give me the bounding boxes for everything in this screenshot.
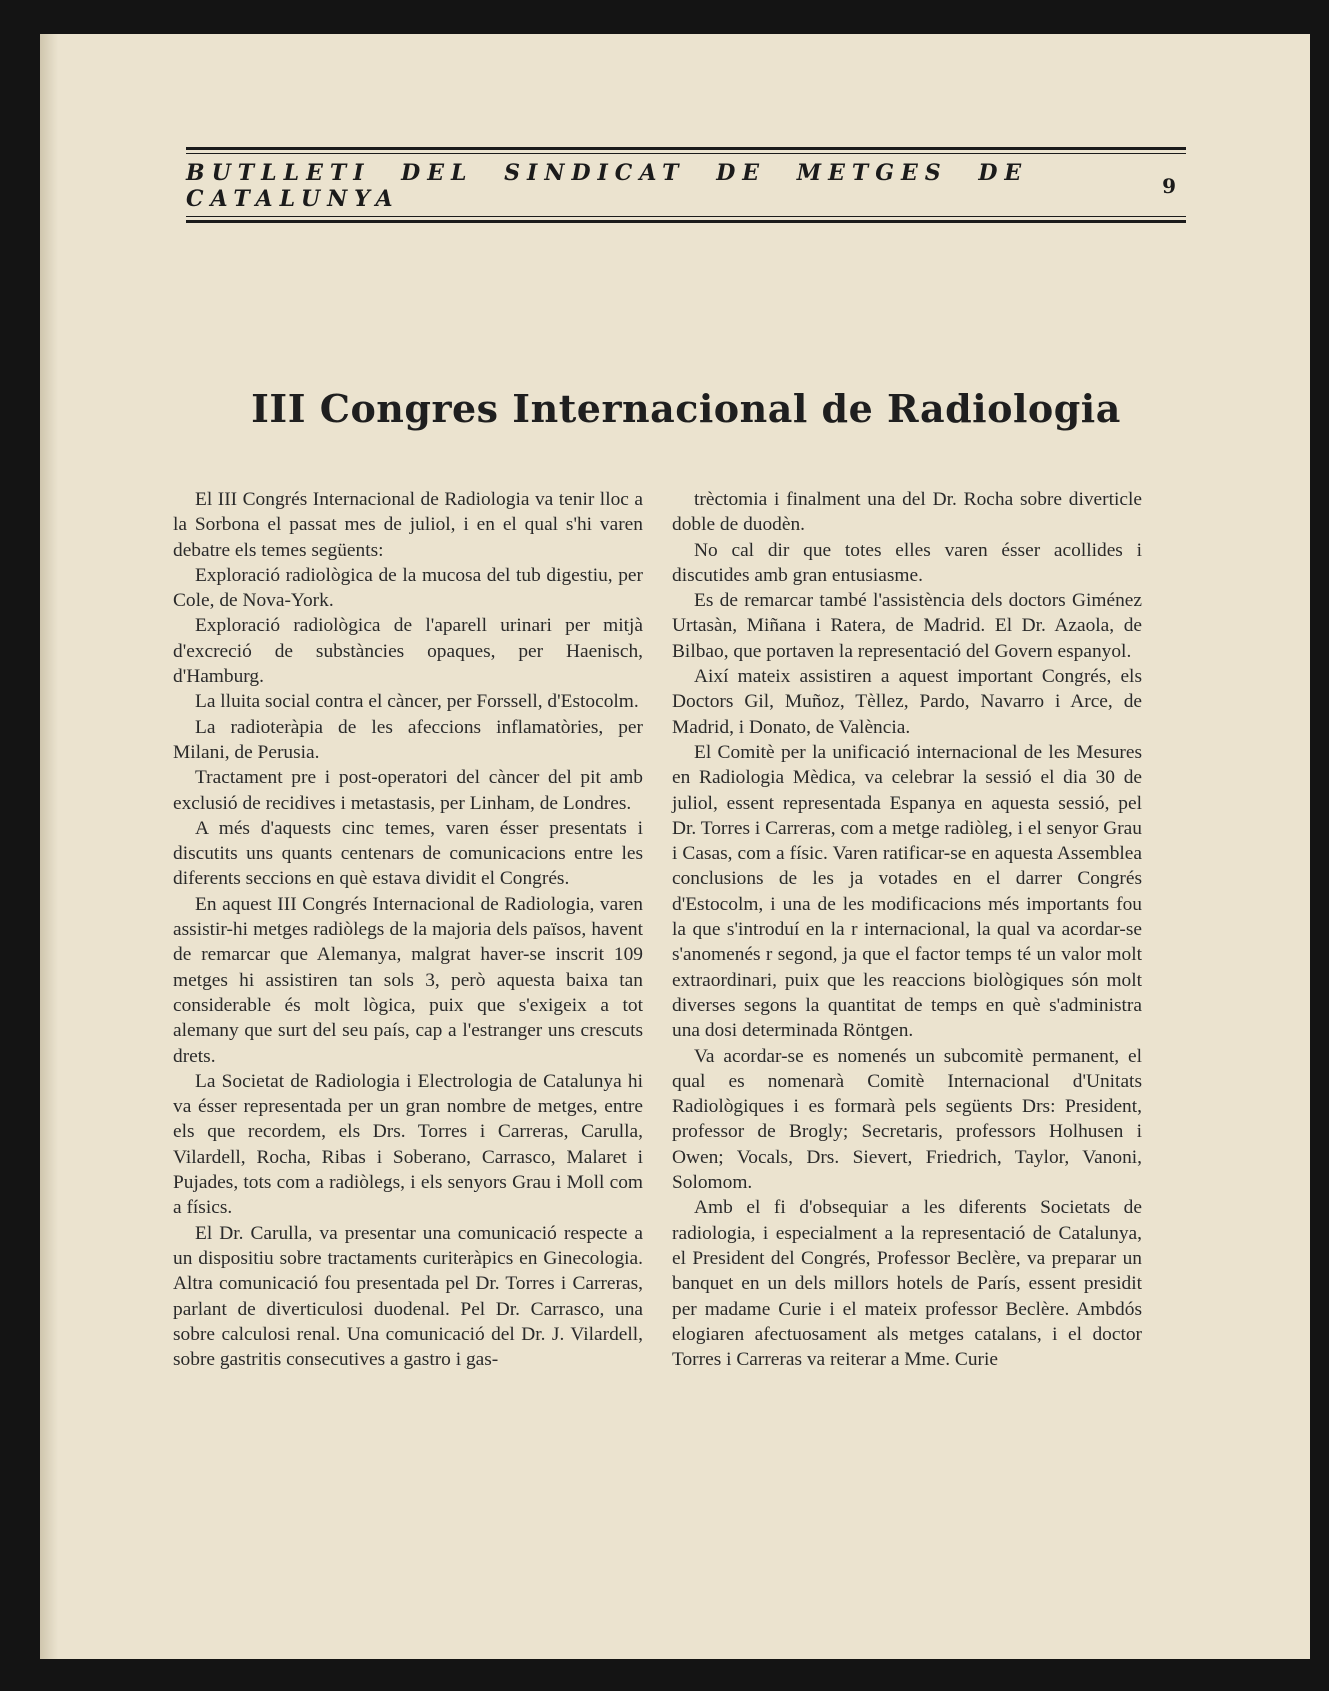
header-bottom-rule-thin [186, 216, 1186, 217]
paragraph: trèctomia i finalment una del Dr. Rocha sobre diverticle doble de duodèn. [672, 489, 1142, 536]
paragraph: El III Congrés Internacional de Radiologia va tenir lloc a la Sorbona el passat mes de juliol, i en el qual s'hi varen debatre els temes següents: [173, 489, 643, 561]
left-column [173, 487, 643, 1372]
paragraph: El Dr. Carulla, va presentar una comunicació respecte a un dispositiu sobre tractaments curiteràpics en Ginecologia. Altra comunicació fou presentada pel Dr. Torres i Carreras, parlant de diverticulosi duodenal. Pel Dr. Carrasco, una sobre calculosi renal. Una comunicació del Dr. J. Vilardell, sobre gastritis consecutives a gastro i gas- [173, 1222, 643, 1371]
paragraph: Tractament pre i post-operatori del càncer del pit amb exclusió de recidives i metastasis, per Linham, de Londres. [173, 767, 643, 814]
right-column [672, 487, 1142, 1372]
paragraph: La lluita social contra el càncer, per Forssell, d'Estocolm. [195, 691, 639, 713]
journal-title: BUTLLETI DEL SINDICAT DE METGES DE CATALUNYA [186, 160, 1029, 212]
paragraph: Així mateix assistiren a aquest important Congrés, els Doctors Gil, Muñoz, Tèllez, Pardo, Navarro i Arce, de Madrid, i Donato, de València. [672, 666, 1142, 738]
running-header [186, 147, 1186, 223]
paragraph: A més d'aquests cinc temes, varen ésser presentats i discutits uns quants centenars de comunicacions entre les diferents seccions en què estava dividit el Congrés. [173, 817, 643, 890]
paragraph: Va acordar-se es nomenés un subcomitè permanent, el qual es nomenarà Comitè Internacional d'Unitats Radiològiques i es formarà pels següents Drs: President, professor de Brogly; Secretaris, professors Holhusen i Owen; Vocals, Drs. Sievert, Friedrich, Taylor, Vanoni, Solomom. [672, 1045, 1142, 1194]
paragraph: El Comitè per la unificació internacional de les Mesures en Radiologia Mèdica, va celebrar la sessió el dia 30 de juliol, essent representada Espanya en aquesta sessió, pel Dr. Torres i Carreras, com a metge radiòleg, i el senyor Grau i Casas, com a físic. Varen ratificar-se en aquesta Assemblea conclusions de les ja votades en el darrer Congrés d'Estocolm, i una de les modificacions més importants fou la que s'introduí en la r internacional, la qual va acordar-se s'anomenés r segond, ja que el factor temps té un valor molt extraordinari, puix que les reaccions biològiques són molt diverses segons la quantitat de temps en què s'administra una dosi determinada Röntgen. [672, 741, 1142, 1042]
header-top-rule [186, 147, 1186, 150]
document-page [40, 34, 1310, 1659]
paragraph: Exploració radiològica de la mucosa del tub digestiu, per Cole, de Nova-York. [173, 564, 643, 612]
header-bottom-rule [186, 220, 1186, 223]
paragraph: En aquest III Congrés Internacional de Radiologia, varen assistir-hi metges radiòlegs de la majoria dels països, havent de remarcar que Alemanya, malgrat haver-se inscrit 109 metges hi assistiren tan sols 3, però aquesta baixa tan considerable és molt lògica, puix que s'exigeix a tot alemany que surt del seu país, cap a l'estranger uns crescuts drets. [173, 893, 643, 1067]
paragraph: No cal dir que totes elles varen ésser acollides i discutides amb gran entusiasme. [672, 539, 1142, 586]
paragraph: Exploració radiològica de l'aparell urinari per mitjà d'excreció de substàncies opaques, per Haenisch, d'Hamburg. [173, 615, 643, 688]
paragraph: Amb el fi d'obsequiar a les diferents Societats de radiologia, i especialment a la representació de Catalunya, el President del Congrés, Professor Beclère, va preparar un banquet en un dels millors hotels de París, essent presidit per madame Curie i el mateix professor Beclère. Ambdós elogiaren afectuosament als metges catalans, i el doctor Torres i Carreras va reiterar a Mme. Curie [672, 1197, 1142, 1371]
paragraph: Es de remarcar també l'assistència dels doctors Giménez Urtasàn, Miñana i Ratera, de Madrid. El Dr. Azaola, de Bilbao, que portaven la representació del Govern espanyol. [672, 590, 1142, 662]
paragraph: La radioteràpia de les afeccions inflamatòries, per Milani, de Perusia. [173, 716, 643, 763]
page-number: 9 [1162, 174, 1176, 198]
header-line [186, 154, 1186, 216]
article-title: III Congres Internacional de Radiologia [251, 386, 1121, 431]
paragraph: La Societat de Radiologia i Electrologia de Catalunya hi va ésser representada per un gran nombre de metges, entre els que recordem, els Drs. Torres i Carreras, Carulla, Vilardell, Rocha, Ribas i Soberano, Carrasco, Malaret i Pujades, tots com a radiòlegs, i els senyors Grau i Moll com a físics. [173, 1070, 643, 1219]
